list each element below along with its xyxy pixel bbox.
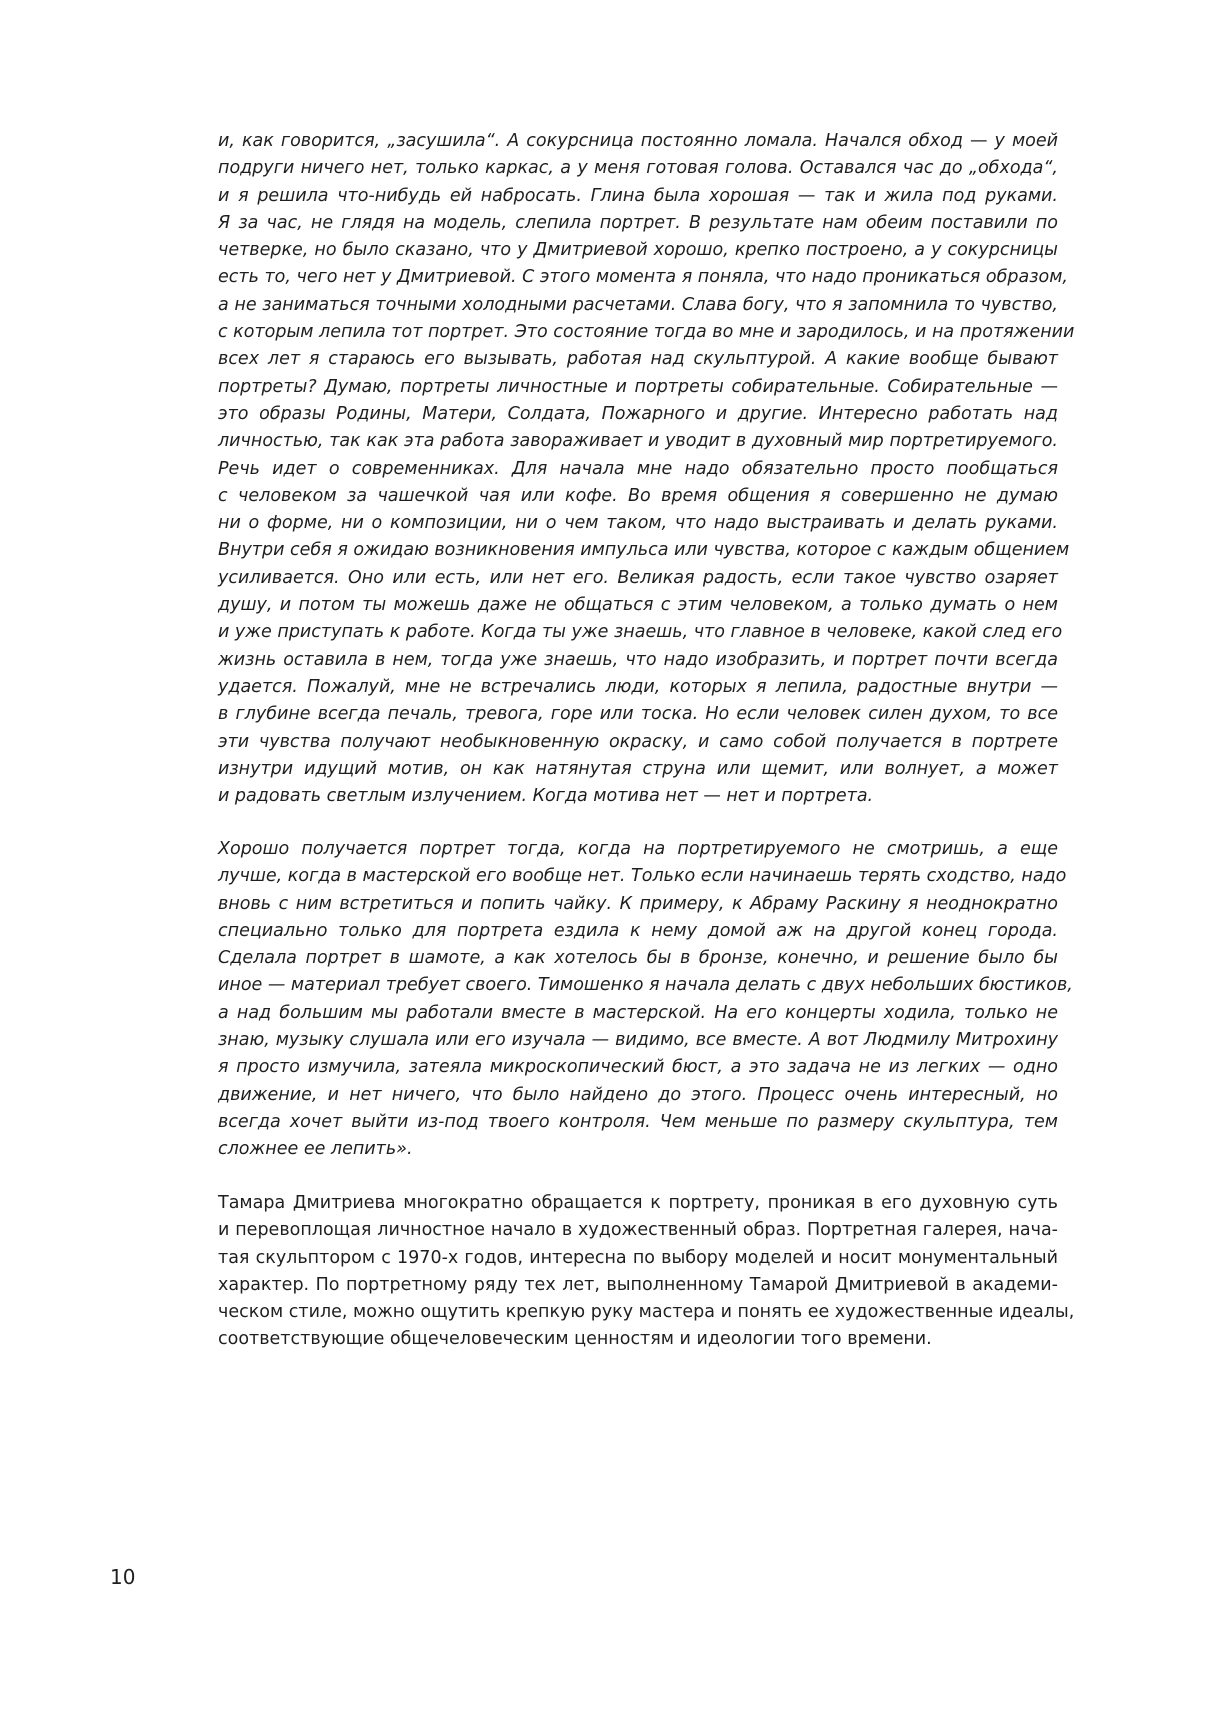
text-line: личностью, так как эта работа завораживает и уводит в духовный мир портретируемого. — [218, 431, 1058, 452]
text-line: специально только для портрета ездила к нему домой аж на другой конец города. — [218, 920, 1058, 941]
text-line: удается. Пожалуй, мне не встречались люди, которых я лепила, радостные внутри — — [218, 676, 1058, 697]
text-line: жизнь оставила в нем, тогда уже знаешь, что надо изобразить, и портрет почти всегда — [218, 649, 1058, 670]
text-line: эти чувства получают необыкновенную окраску, и само собой получается в портрете — [218, 731, 1058, 752]
text-line: иное — материал требует своего. Тимошенко я начала делать с двух небольших бюстиков, — [218, 975, 1073, 996]
text-line: вновь с ним встретиться и попить чайку. К примеру, к Абраму Раскину я неоднократно — [218, 893, 1058, 914]
text-line: Сделала портрет в шамоте, а как хотелось бы в бронзе, конечно, и решение было бы — [218, 948, 1058, 969]
text-line: Хорошо получается портрет тогда, когда на портретируемого не смотришь, а еще — [218, 839, 1058, 859]
text-line: и, как говорится, „засушила“. А сокурсница постоянно ломала. Начался обход — у моей — [218, 131, 1058, 151]
text-line: четверке, но было сказано, что у Дмитриевой хорошо, крепко построено, а у сокурсницы — [218, 240, 1058, 261]
page-number: 10 — [110, 1565, 136, 1589]
text-line: это образы Родины, Матери, Солдата, Пожарного и другие. Интересно работать над — [218, 403, 1058, 424]
text-line: ни о форме, ни о композиции, ни о чем таком, что надо выстраивать и делать руками. — [218, 513, 1058, 534]
quote-paragraph-1 — [218, 128, 1075, 810]
text-line: душу, и потом ты можешь даже не общаться с этим человеком, а только думать о нем — [218, 595, 1058, 616]
text-line: есть то, чего нет у Дмитриевой. С этого момента я поняла, что надо проникаться образом, — [218, 267, 1068, 288]
text-line: усиливается. Оно или есть, или нет его. Великая радость, если такое чувство озаряет — [218, 567, 1058, 588]
text-line: сложнее ее лепить». — [218, 1139, 413, 1160]
text-line: я просто измучила, затеяла микроскопический бюст, а это задача не из легких — одно — [218, 1057, 1058, 1078]
text-line: с которым лепила тот портрет. Это состояние тогда во мне и зародилось, и на протяжении — [218, 322, 1075, 343]
text-line: характер. По портретному ряду тех лет, выполненному Тамарой Дмитриевой в академи- — [218, 1274, 1058, 1295]
text-line: подруги ничего нет, только каркас, а у меня готовая голова. Оставался час до „обхода“, — [218, 158, 1058, 179]
text-line: всех лет я стараюсь его вызывать, работая над скульптурой. А какие вообще бывают — [218, 349, 1058, 370]
text-line: тая скульптором с 1970-х годов, интересна по выбору моделей и носит монументальный — [218, 1247, 1058, 1268]
text-line: ческом стиле, можно ощутить крепкую руку мастера и понять ее художественные идеалы, — [218, 1302, 1075, 1323]
text-line: а над большим мы работали вместе в мастерской. На его концерты ходила, только не — [218, 1002, 1058, 1023]
text-line: и радовать светлым излучением. Когда мотива нет — нет и портрета. — [218, 786, 874, 807]
text-line: и перевоплощая личностное начало в художественный образ. Портретная галерея, нача- — [218, 1220, 1058, 1241]
text-line: движение, и нет ничего, что было найдено до этого. Процесс очень интересный, но — [218, 1084, 1058, 1105]
text-line: портреты? Думаю, портреты личностные и портреты собирательные. Собирательные — — [218, 376, 1058, 397]
text-line: с человеком за чашечкой чая или кофе. Во время общения я совершенно не думаю — [218, 485, 1058, 506]
text-line: Я за час, не глядя на модель, слепила портрет. В результате нам обеим поставили по — [218, 212, 1058, 233]
text-line: и уже приступать к работе. Когда ты уже знаешь, что главное в человеке, какой след его — [218, 622, 1063, 643]
commentary-paragraph — [218, 1190, 1075, 1354]
quote-paragraph-2 — [218, 836, 1073, 1164]
text-line: а не заниматься точными холодными расчетами. Слава богу, что я запомнила то чувство, — [218, 294, 1058, 315]
text-line: знаю, музыку слушала или его изучала — видимо, все вместе. А вот Людмилу Митрохину — [218, 1030, 1058, 1051]
text-line: лучше, когда в мастерской его вообще нет. Только если начинаешь терять сходство, надо — [218, 866, 1067, 887]
text-line: Речь идет о современниках. Для начала мне надо обязательно просто пообщаться — [218, 458, 1058, 479]
text-line: соответствующие общечеловеческим ценностям и идеологии того времени. — [218, 1329, 932, 1350]
text-line: всегда хочет выйти из-под твоего контроля. Чем меньше по размеру скульптура, тем — [218, 1111, 1058, 1132]
text-line: Тамара Дмитриева многократно обращается к портрету, проникая в его духовную суть — [218, 1193, 1058, 1213]
text-line: изнутри идущий мотив, он как натянутая струна или щемит, или волнует, а может — [218, 758, 1058, 779]
text-line: в глубине всегда печаль, тревога, горе или тоска. Но если человек силен духом, то все — [218, 704, 1058, 725]
text-line: Внутри себя я ожидаю возникновения импульса или чувства, которое с каждым общением — [218, 540, 1070, 561]
text-line: и я решила что-нибудь ей набросать. Глина была хорошая — так и жила под руками. — [218, 185, 1058, 206]
